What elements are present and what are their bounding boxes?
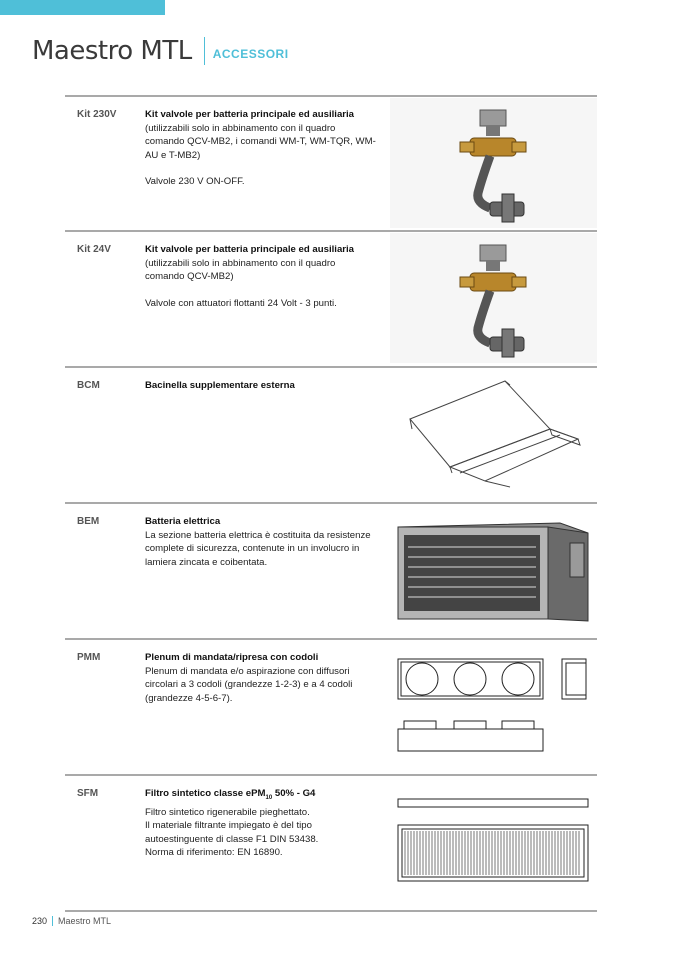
- accessory-title: Bacinella supplementare esterna: [145, 380, 295, 391]
- footer-label: Maestro MTL: [58, 916, 112, 926]
- page-footer: [32, 916, 111, 926]
- accessory-description: [145, 108, 377, 189]
- header-divider: [204, 37, 205, 65]
- accessory-text: (utilizzabili solo in abbinamento con il quadro comando QCV-MB2, i comandi WM-T, WM-TQR, WM-AU e T-MB2): [145, 122, 376, 161]
- accessory-title: [145, 787, 377, 806]
- accessory-title: Kit valvole per batteria principale ed ausiliaria: [145, 109, 355, 120]
- accessory-text: Norma di riferimento: EN 16890.: [145, 847, 283, 859]
- accessory-text: La sezione batteria elettrica è costituita da resistenze complete di sicurezza, contenute in un involucro in lamiera zincata e coibentata.: [145, 529, 371, 568]
- accessory-row: [65, 774, 597, 910]
- accessory-text: Plenum di mandata e/o aspirazione con diffusori circolari a 3 codoli (grandezze 1-2-3) e a 4 codoli (grandezze 4-5-6-7).: [145, 665, 353, 704]
- accessory-text: Valvole 230 V ON-OFF.: [145, 176, 245, 188]
- accessory-text: Il materiale filtrante impiegato è del tipo autoestinguente di classe F1 DIN 53438.: [145, 820, 319, 845]
- drain-pan-icon: [390, 369, 597, 499]
- accessory-code: BEM: [77, 516, 100, 527]
- row-divider: [65, 638, 597, 640]
- accessory-row: [65, 638, 597, 774]
- accessory-code: SFM: [77, 788, 99, 799]
- title-subscript: 10: [265, 794, 273, 801]
- accessory-row: [65, 366, 597, 502]
- row-divider: [65, 502, 597, 504]
- row-divider: [65, 774, 597, 776]
- accessory-row: [65, 95, 597, 231]
- accessory-description: [145, 651, 377, 705]
- accessory-description: [145, 787, 377, 860]
- row-divider: [65, 95, 597, 97]
- accessory-code: BCM: [77, 380, 100, 391]
- accessory-text: Filtro sintetico rigenerabile pieghettato.: [145, 806, 310, 818]
- accessory-code: PMM: [77, 652, 101, 663]
- accessory-text: (utilizzabili solo in abbinamento con il quadro comando QCV-MB2): [145, 257, 336, 283]
- accessory-text: Valvole con attuatori flottanti 24 Volt - 3 punti.: [145, 297, 337, 309]
- title-tail: 50% - G4: [272, 788, 316, 799]
- top-accent-tab: [0, 0, 165, 15]
- accessory-description: [145, 243, 377, 310]
- row-divider: [65, 910, 597, 912]
- valve-kit-icon: [390, 233, 597, 363]
- accessory-title: Kit valvole per batteria principale ed ausiliaria: [145, 244, 355, 255]
- valve-kit-icon: [390, 98, 597, 228]
- row-divider: [65, 366, 597, 368]
- accessory-description: [145, 379, 377, 393]
- section-title: ACCESSORI: [212, 47, 289, 61]
- accessory-description: [145, 515, 377, 569]
- accessory-title: Batteria elettrica: [145, 516, 221, 527]
- electric-heater-icon: [390, 505, 597, 635]
- accessory-code: Kit 230V: [77, 109, 117, 120]
- footer-divider: [52, 916, 53, 926]
- filter-icon: [390, 777, 597, 907]
- page-header: [32, 36, 289, 66]
- accessory-title: Plenum di mandata/ripresa con codoli: [145, 652, 319, 663]
- plenum-icon: [390, 641, 597, 771]
- row-divider: [65, 230, 597, 232]
- page-number: 230: [32, 916, 48, 926]
- accessory-row: [65, 230, 597, 366]
- accessory-row: [65, 502, 597, 638]
- page-title: Maestro MTL: [32, 36, 192, 66]
- title-main: Filtro sintetico classe ePM: [145, 788, 266, 799]
- accessory-code: Kit 24V: [77, 244, 111, 255]
